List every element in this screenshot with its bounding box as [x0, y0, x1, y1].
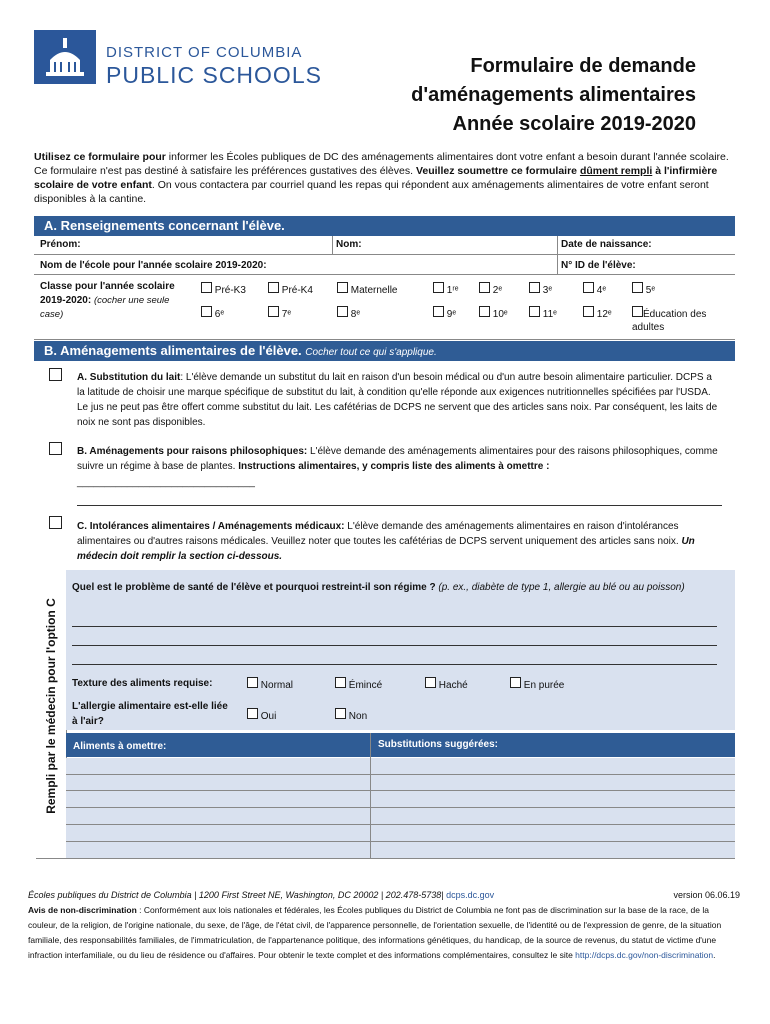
org-name-line1: DISTRICT OF COLUMBIA — [106, 44, 303, 61]
checkbox[interactable] — [268, 282, 279, 293]
checkbox[interactable] — [583, 282, 594, 293]
last-name-field[interactable] — [370, 237, 550, 253]
foods-table-header — [66, 733, 735, 757]
checkbox[interactable] — [479, 282, 490, 293]
checkbox[interactable] — [335, 708, 346, 719]
checkbox[interactable] — [583, 306, 594, 317]
first-name-label: Prénom: — [40, 239, 81, 250]
checkbox[interactable] — [247, 708, 258, 719]
org-name-line2: PUBLIC SCHOOLS — [106, 62, 322, 88]
grade-option[interactable]: 8ᵉ — [337, 306, 360, 320]
option-b-line[interactable] — [77, 505, 722, 506]
checkbox[interactable] — [337, 306, 348, 317]
checkbox[interactable] — [201, 282, 212, 293]
dcps-link[interactable]: dcps.dc.gov — [446, 890, 495, 900]
intro-text1: informer les Écoles publiques de DC des aménagements alimentaires dont votre enfant a besoin durant l'année scolaire. Ce formulaire n'est pas destiné à satisfaire les préférences gustatives des élèves. — [34, 151, 729, 177]
answer-line-2[interactable] — [72, 645, 717, 646]
form-title-line2: d'aménagements alimentaires — [411, 84, 696, 106]
omit-column-header: Aliments à omettre: — [73, 741, 167, 752]
intro-paragraph — [34, 150, 734, 206]
texture-label: Texture des aliments requise: — [72, 678, 213, 689]
grade-option[interactable]: 4ᵉ — [583, 282, 606, 296]
checkbox[interactable] — [201, 306, 212, 317]
checkbox[interactable] — [529, 282, 540, 293]
grade-option[interactable]: 3ᵉ — [529, 282, 552, 296]
checkbox[interactable] — [632, 282, 643, 293]
checkbox[interactable] — [247, 677, 258, 688]
texture-option[interactable]: Normal — [247, 677, 293, 691]
grade-option[interactable]: Maternelle — [337, 282, 397, 296]
dob-label: Date de naissance: — [561, 239, 652, 250]
answer-line-3[interactable] — [72, 664, 717, 665]
option-c-text: C. Intolérances alimentaires / Aménagements médicaux: L'élève demande des aménagements alimentaires en raison d'intolérances alimentaires ou d'autres raisons médicales. Veuillez noter que toutes les cafétérias de DCPS servent uniquement des articles sans noix. Un médecin doit remplir la section ci-dessous. — [77, 521, 695, 562]
first-name-field[interactable] — [95, 237, 325, 253]
intro-bold2: Veuillez soumettre ce formulaire — [415, 165, 580, 177]
checkbox[interactable] — [433, 306, 444, 317]
grade-option[interactable]: 5ᵉ — [632, 282, 655, 296]
section-b-header — [34, 341, 735, 361]
checkbox[interactable] — [529, 306, 540, 317]
grade-option[interactable]: Éducation des adultes — [632, 306, 732, 334]
checkbox[interactable] — [268, 306, 279, 317]
grade-option[interactable]: 11ᵉ — [529, 306, 557, 320]
intro-bold4: à l'infirmière scolaire de votre enfant — [34, 165, 718, 191]
grade-option[interactable]: 7ᵉ — [268, 306, 291, 320]
option-b-checkbox[interactable] — [49, 442, 62, 455]
section-b-note: Cocher tout ce qui s'applique. — [305, 347, 437, 358]
school-name-label: Nom de l'école pour l'année scolaire 2019-2020: — [40, 260, 267, 271]
option-c-checkbox[interactable] — [49, 516, 62, 529]
grade-label: Classe pour l'année scolaire 2019-2020: (cocher une seule case) — [40, 281, 175, 320]
grade-option[interactable]: 10ᵉ — [479, 306, 508, 320]
option-a-checkbox[interactable] — [49, 368, 62, 381]
foods-table-body — [66, 758, 735, 858]
school-name-field[interactable] — [300, 257, 550, 273]
checkbox[interactable] — [632, 306, 643, 317]
texture-option[interactable]: En purée — [510, 677, 564, 691]
grade-option[interactable]: Pré-K4 — [268, 282, 313, 296]
form-title-line3: Année scolaire 2019-2020 — [452, 113, 696, 135]
answer-line-1[interactable] — [72, 626, 717, 627]
section-b-title: B. Aménagements alimentaires de l'élève. — [44, 343, 302, 358]
checkbox[interactable] — [433, 282, 444, 293]
option-a-text: A. Substitution du lait: L'élève demande un substitut du lait en raison d'un besoin médical ou d'un autre besoin alimentaire particulier. DCPS a la latitude de choisir une marque spécifique de substitut du lait, à condition qu'elle réponde aux exigences nutritionnelles spécifiées par l'USDA. Le jus ne peut pas être offert comme substitut du lait. Les cafétérias de DCPS ne servent que des articles sans noix. Par conséquent, les laits de noix ne sont pas disponibles. — [77, 372, 718, 428]
section-a-header — [34, 216, 735, 236]
substitutions-column-header: Substitutions suggérées: — [378, 739, 499, 750]
last-name-label: Nom: — [336, 239, 362, 250]
health-question: Quel est le problème de santé de l'élève et pourquoi restreint-il son régime ? (p. ex., diabète de type 1, allergie au blé ou au poisson) — [72, 582, 685, 593]
checkbox[interactable] — [425, 677, 436, 688]
version: version 06.06.19 — [673, 890, 740, 900]
option-b-text: B. Aménagements pour raisons philosophiques: L'élève demande des aménagements alimentaires pour des raisons philosophiques, comme suivre un régime à base de plantes. Instructions alimentaires, y compris liste des aliments à omettre : — [77, 446, 718, 472]
grade-option[interactable]: 9ᵉ — [433, 306, 456, 320]
footer-address: Écoles publiques du District de Columbia | 1200 First Street NE, Washington, DC 20002 | 202.478-5738| dcps.dc.gov version 06.06.19 — [28, 888, 740, 903]
doctor-side-label: Rempli par le médecin pour l'option C — [44, 598, 58, 814]
grade-hint: (cocher une seule case) — [40, 295, 170, 320]
texture-option[interactable]: Haché — [425, 677, 468, 691]
allergy-option[interactable]: Non — [335, 708, 367, 722]
grade-option[interactable]: 12ᵉ — [583, 306, 612, 320]
non-discrimination-notice: Avis de non-discrimination : Conformément aux lois nationales et fédérales, les Écoles publiques du District de Columbia ne font pas de discrimination sur la base de la race, de la couleur, de la religion, de l'origine nationale, du sexe, de l'âge, de l'état civil, de l'apparence personnelle, de l'orientation sexuelle, de l'identité ou de l'expression de genre, de la situation familiale, des responsabilités familiales, de l'immatriculation, de l'appartenance politique, des informations génétiques, du handicap, de la source de revenus, du statut de victime d'une infraction interfamiliale, ou du lieu de résidence ou d'affaires. Pour obtenir le texte complet et des informations complémentaires, consultez le site http://dcps.dc.gov/non-discrimination. — [28, 905, 722, 960]
dcps-logo — [34, 30, 96, 84]
intro-bold3: dûment rempli — [579, 165, 653, 177]
option-b-blank: ________________________________ — [77, 477, 255, 488]
doctor-side-panel — [36, 570, 67, 858]
allergy-label: L'allergie alimentaire est-elle liée à l'air? — [72, 701, 228, 727]
intro-bold1: Utilisez ce formulaire pour — [34, 151, 166, 163]
checkbox[interactable] — [335, 677, 346, 688]
grade-option[interactable]: 6ᵉ — [201, 306, 224, 320]
grade-option[interactable]: 1ʳᵉ — [433, 282, 458, 296]
texture-option[interactable]: Émincé — [335, 677, 382, 691]
intro-text2: . On vous contactera par courriel quand les repas qui répondent aux aménagements alimentaires de votre enfant seront disponibles à la cantine. — [34, 179, 709, 205]
checkbox[interactable] — [479, 306, 490, 317]
checkbox[interactable] — [510, 677, 521, 688]
form-title-line1: Formulaire de demande — [470, 55, 696, 77]
section-a-title: A. Renseignements concernant l'élève. — [44, 218, 285, 233]
non-discrimination-link[interactable]: http://dcps.dc.gov/non-discrimination — [575, 950, 714, 960]
capitol-icon — [34, 30, 96, 84]
grade-option[interactable]: Pré-K3 — [201, 282, 246, 296]
allergy-option[interactable]: Oui — [247, 708, 276, 722]
checkbox[interactable] — [337, 282, 348, 293]
student-id-label: N° ID de l'élève: — [561, 260, 636, 271]
grade-option[interactable]: 2ᵉ — [479, 282, 502, 296]
